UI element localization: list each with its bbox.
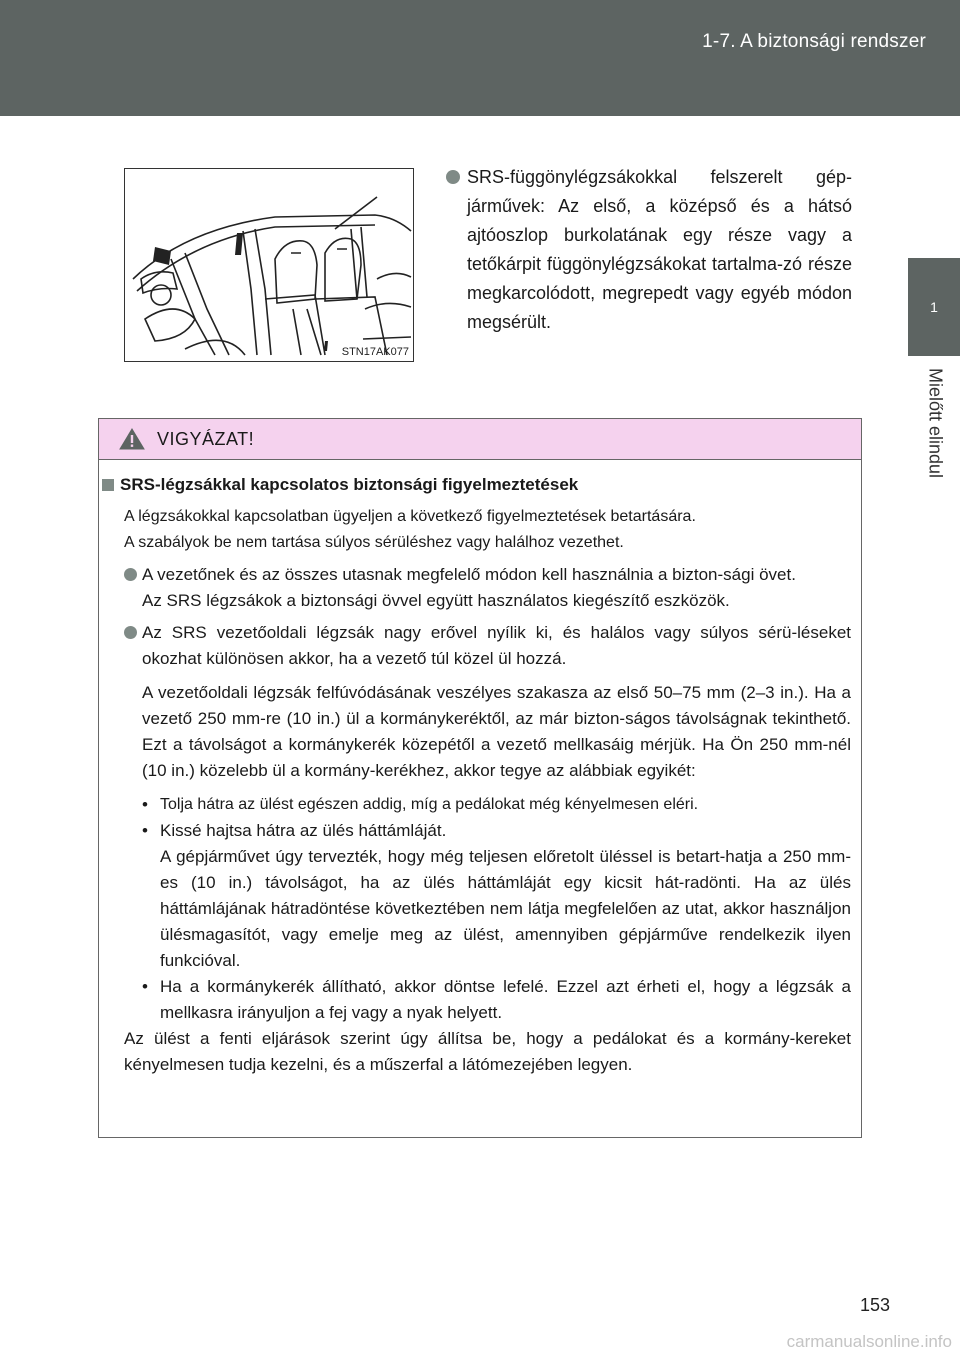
caution-title: VIGYÁZAT! [157,428,255,449]
sub-list-item: • Tolja hátra az ülést egészen addig, míg a pedálokat még kényelmesen eléri. [142,795,699,814]
section-heading-text: SRS-légzsákkal kapcsolatos biztonsági figyelmeztetések [120,475,579,494]
caution-box [98,418,862,1138]
bullet-1-text: A vezetőnek és az összes utasnak megfelelő módon kell használnia a bizton-sági övet. [142,565,796,584]
airbag-illustration [124,168,414,362]
page-number: 153 [859,1295,890,1315]
chapter-number: 1 [930,299,938,315]
caution-intro-line-2: A szabályok be nem tartása súlyos sérüléshez vagy halálhoz vezethet. [124,534,624,551]
bullet-icon [124,626,137,639]
page-header [0,0,960,116]
bullet-icon [446,170,460,184]
caution-intro-line-1: A légzsákokkal kapcsolatban ügyeljen a következő figyelmeztetések betartására. [124,508,696,525]
warning-triangle-icon [119,428,145,450]
sub-list [142,792,851,1026]
section-title: 1-7. A biztonsági rendszer [702,31,926,52]
square-bullet-icon [102,479,114,491]
intro-text: SRS-függönylégzsákokkal felszerelt gép-járművek: Az első, a középső és a hátsó ajtóoszlop burkolatának egy része vagy a tetőkárpit függönylégzsákokat tartalma-zó része megkarcolódott, megrepedt vagy egyéb módon megsérült. [467,167,852,332]
sub-list-item: • Kissé hajtsa hátra az ülés háttámláját. A gépjárművet úgy tervezték, hogy még teljesen előretolt üléssel is betart-hatja a 250 mm-es (10 in.) távolságot, ha az ülés háttámláját egy kicsit hát-radönti. Ha az ülés háttámlájának hátradöntése következtében nem látja megfelelően az utat, akkor használjon ülésmagasítót, vagy emelje meg az ülést, amennyiben gépjárműve rendelkezik ilyen funkcióval. [142,821,851,970]
chapter-label: Mielőtt elindul [925,368,946,479]
caution-section-heading [102,472,851,498]
bullet-icon [124,568,137,581]
sub-list-item: • Ha a kormánykerék állítható, akkor döntse lefelé. Ezzel azt érheti el, hogy a légzsák a mellkasra irányuljon a fej vagy a nyak helyett. [142,977,851,1022]
intro-paragraph [446,163,852,337]
chapter-tab [908,258,960,356]
bullet-2-detail: A vezetőoldali légzsák felfúvódásának veszélyes szakasza az első 50–75 mm (2–3 in.). Ha a vezető 250 mm-re (10 in.) ül a kormánykeréktől, az már bizton-ságos távolságnak tekinthető. Ezt a távolságot a kormánykerék közepétől a vezető mellkasáig mérjük. Ha Ön 250 mm-nél (10 in.) közelebb ül a kormány-kerékhez, akkor tegye az alábbiak egyikét: [142,683,851,780]
caution-closing: Az ülést a fenti eljárások szerint úgy állítsa be, hogy a pedálokat és a kormány-kereket kényelmesen tudja kezelni, és a műszerfal a látómezejében legyen. [124,1029,851,1074]
caution-body [99,460,861,1078]
caution-bullet-1 [124,562,851,614]
bullet-1-note: Az SRS légzsákok a biztonsági övvel együtt használatos kiegészítő eszközök. [142,591,730,610]
bullet-2-text: Az SRS vezetőoldali légzsák nagy erővel nyílik ki, és halálos vagy súlyos sérü-léseket okozhat különösen akkor, ha a vezető túl közel ül hozzá. [142,623,851,668]
car-interior-drawing [125,169,413,361]
caution-header [99,419,861,460]
caution-bullet-2 [124,620,851,1026]
watermark: carmanualsonline.info [786,1332,952,1351]
figure-code: STN17AK077 [341,346,409,358]
